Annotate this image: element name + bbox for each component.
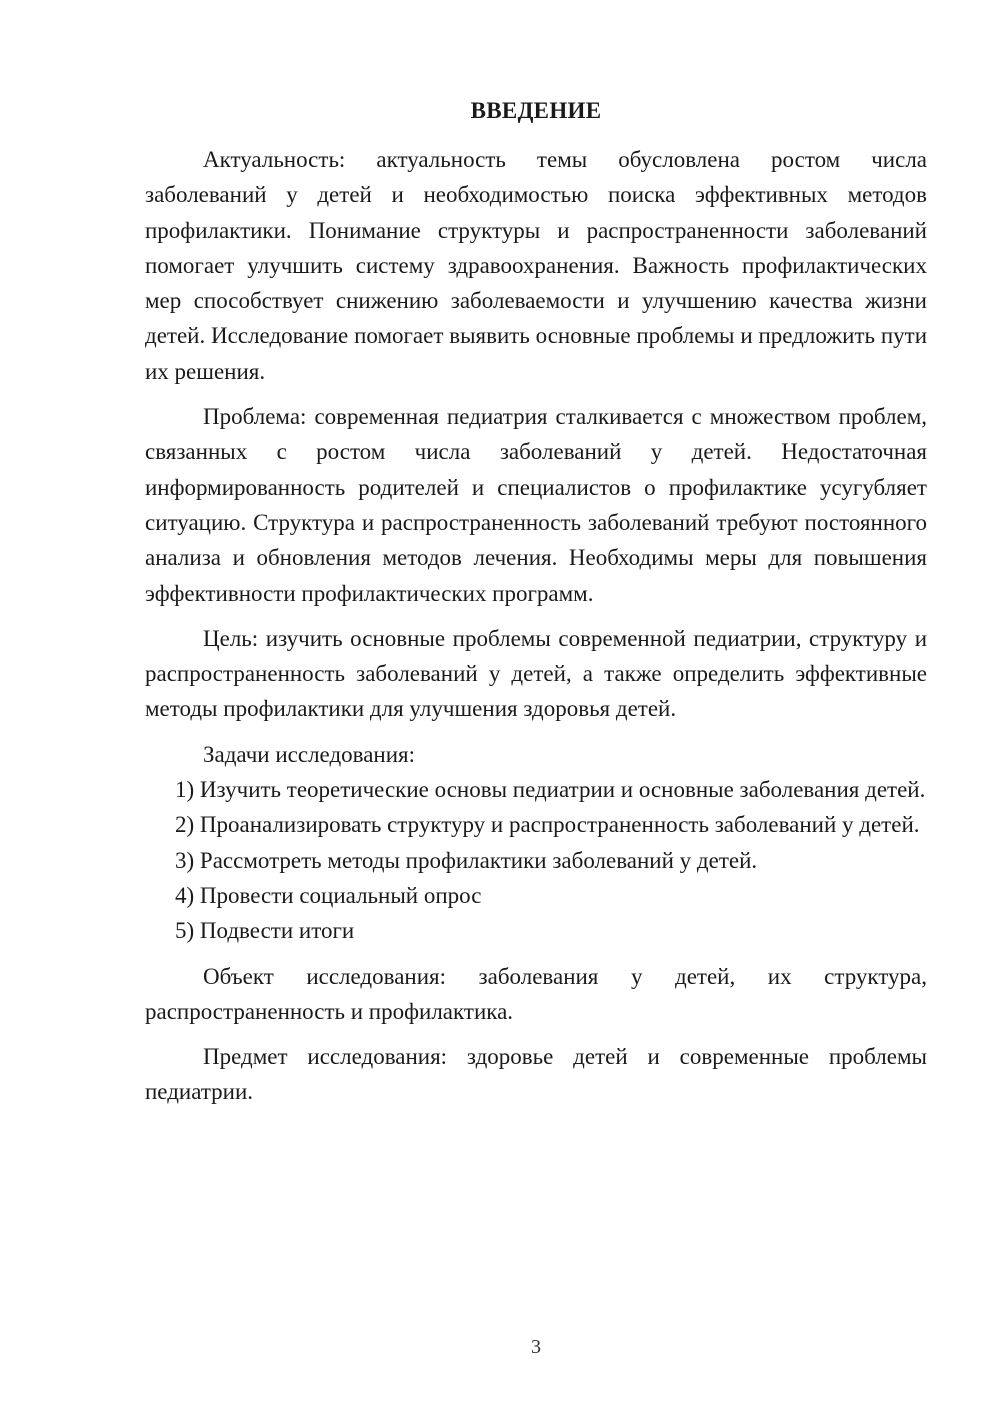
tasks-heading: Задачи исследования:	[203, 741, 416, 767]
task-item-5: 5) Подвести итоги	[175, 918, 355, 944]
task-item-1: 1) Изучить теоретические основы педиатрии и основные заболевания детей.	[175, 777, 926, 803]
paragraph-problem: Проблема: современная педиатрия сталкивается с множеством проблем, связанных с ростом числа заболеваний у детей. Недостаточная информированность родителей и специалистов о профилактике усугубляет ситуацию. Структура и распространенность заболеваний требуют постоянного анализа и обновления методов лечения. Необходимы меры для повышения эффективности профилактических программ.	[145, 404, 927, 606]
paragraph-goal: Цель: изучить основные проблемы современной педиатрии, структуру и распространенность заболеваний у детей, а также определить эффективные методы профилактики для улучшения здоровья детей.	[145, 625, 927, 722]
task-item-3: 3) Рассмотреть методы профилактики заболеваний у детей.	[175, 847, 758, 873]
task-item-2: 2) Проанализировать структуру и распространенность заболеваний у детей.	[175, 812, 920, 838]
paragraph-subject: Предмет исследования: здоровье детей и современные проблемы педиатрии.	[145, 1044, 927, 1105]
page-title: ВВЕДЕНИЕ	[470, 98, 602, 123]
document-body	[145, 142, 927, 1110]
paragraph-object: Объект исследования: заболевания у детей, их структура, распространенность и профилактика.	[145, 963, 927, 1024]
task-item-4: 4) Провести социальный опрос	[175, 882, 482, 908]
page-number: 3	[531, 1336, 541, 1358]
paragraph-relevance: Актуальность: актуальность темы обусловлена ростом числа заболеваний у детей и необходимостью поиска эффективных методов профилактики. Понимание структуры и распространенности заболеваний помогает улучшить систему здравоохранения. Важность профилактических мер способствует снижению заболеваемости и улучшению качества жизни детей. Исследование помогает выявить основные проблемы и предложить пути их решения.	[145, 147, 927, 384]
